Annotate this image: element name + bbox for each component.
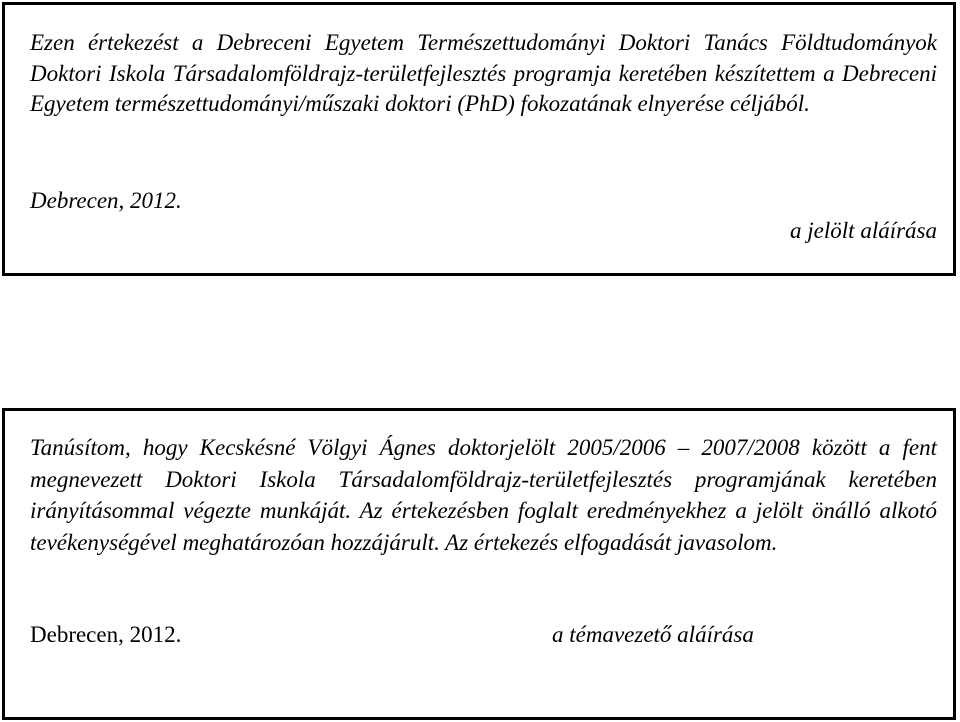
candidate-declaration-date: Debrecen, 2012. — [30, 188, 182, 213]
candidate-declaration-text: Ezen értekezést a Debreceni Egyetem Természettudományi Doktori Tanács Földtudományok Doktori Iskola Társadalomföldrajz-területfejlesztés programja keretében készítettem a Debreceni Egyetem természettudományi/műszaki doktori (PhD) fokozatának elnyerése céljából. — [30, 30, 937, 116]
candidate-declaration-box — [2, 2, 956, 276]
candidate-signature-label: a jelölt aláírása — [790, 218, 937, 243]
supervisor-signature-label: a témavezető aláírása — [552, 622, 754, 647]
supervisor-certification-date: Debrecen, 2012. — [30, 622, 182, 647]
supervisor-certification-text: Tanúsítom, hogy Kecskésné Völgyi Ágnes doktorjelölt 2005/2006 – 2007/2008 között a fent megnevezett Doktori Iskola Társadalomföldrajz-területfejlesztés programjának keretében irányításommal végezte munkáját. Az értekezésben foglalt eredményekhez a jelölt önálló alkotó tevékenységével meghatározóan hozzájárult. Az értekezés elfogadását javasolom. — [30, 435, 937, 555]
supervisor-certification-box — [2, 408, 956, 720]
